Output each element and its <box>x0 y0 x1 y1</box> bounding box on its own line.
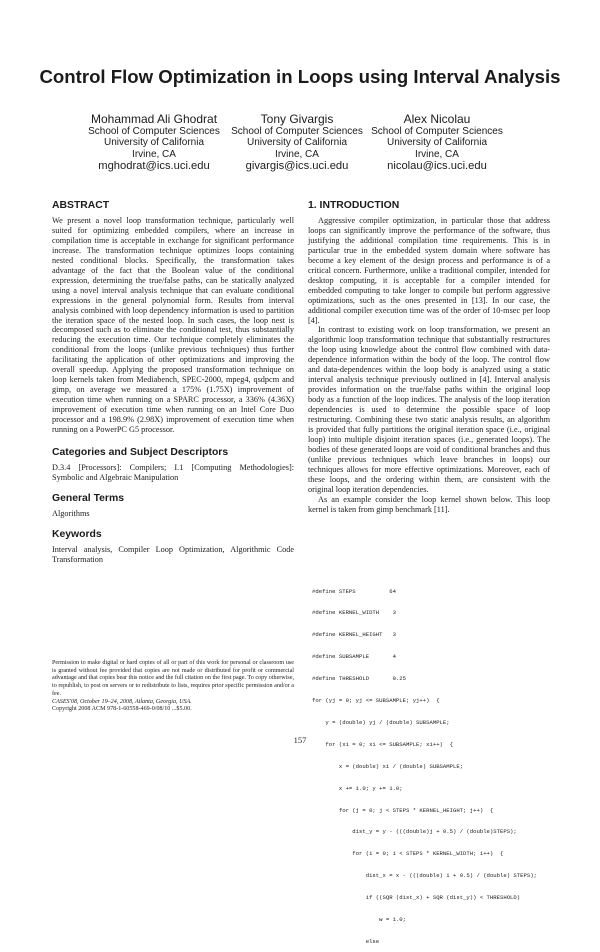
code-line: #define KERNEL_HEIGHT 3 <box>312 631 396 639</box>
author-univ: University of California <box>103 137 205 149</box>
code-line: y = (double) yj / (double) SUBSAMPLE; <box>312 718 450 726</box>
intro-paragraph-1: Aggressive compiler optimization, in particular those that address loops can significantly improve the performance of the software, thus justifying the additional compilation time requirements. This is in particular true in the embedded system domain where software has become a key element of the design process and performance is of a critical concern. Furthermore, unlike a traditional compiler, intended for desktop computing, it is acceptable for a compiler intended for embedded computing to take longer to compile but perform aggressive optimizations, such as the ones presented in [13]. In our case, the additional compiler execution time was of the order of 10-msec per loop [4]. <box>308 216 550 325</box>
left-column <box>52 200 294 565</box>
keywords-heading: Keywords <box>52 528 102 540</box>
author-city: Irvine, CA <box>132 148 176 160</box>
permission-text: Permission to make digital or hard copies of all or part of this work for personal or classroom use is granted without fee provided that copies are not made or distributed for profit or commercial advantage and that copies bear this notice and the full citation on the first page. To copy otherwise, to republish, to post on servers or to redistribute to lists, requires prior specific permission and/or a fee. <box>52 660 294 697</box>
abstract-heading: ABSTRACT <box>52 200 110 211</box>
author-city: Irvine, CA <box>415 148 459 160</box>
venue-text: CASES'08, October 19–24, 2008, Atlanta, Georgia, USA. <box>52 698 192 705</box>
author-dept: School of Computer Sciences <box>231 126 363 137</box>
abstract-text: We present a novel loop transformation technique, particularly well suited for optimizing embedded compilers, where an increase in compilation time is acceptable in exchange for significant performance increase. The transformation technique optimizes loops containing nested conditional blocks. Specifically, the transformation takes advantage of the fact that the Boolean value of the conditional expression, determining the true/false paths, can be statically analyzed using a novel interval analysis technique that can evaluate conditional expressions in the general polynomial form. Results from interval analysis combined with loop dependency information is used to partition the iteration space of the nested loop. In such cases, the loop nest is decomposed such as to eliminate the conditional test, thus substantially reducing the execution time. Our technique completely eliminates the conditional from the loops (unlike previous techniques) thus further facilitating the application of other optimizations and improving the overall speedup. Applying the proposed transformation technique on loop kernels taken from Mediabench, SPEC-2000, mpeg4, qsdpcm and gimp, on average we measured a 175% (1.75X) improvement of execution time when running on a SPARC processor, a 336% (4.36X) improvement of execution time when running on an Intel Core Duo processor and a 198.9% (2.98X) improvement of execution time when running on a PowerPC G5 processor. <box>52 216 294 435</box>
code-line: if ((SQR (dist_x) + SQR (dist_y)) < THRESHOLD) <box>312 894 521 902</box>
code-line: for (i = 0; i < STEPS * KERNEL_WIDTH; i++) { <box>312 850 504 858</box>
general-terms-heading: General Terms <box>52 492 124 504</box>
copyright-text: Copyright 2008 ACM 978-1-60558-469-0/08/10 ...$5.00. <box>52 706 192 713</box>
keywords-text: Interval analysis, Compiler Loop Optimization, Algorithmic Code Transformation <box>52 544 294 564</box>
code-line: #define STEPS 64 <box>312 587 396 595</box>
author-univ: University of California <box>386 137 488 149</box>
general-terms-text: Algorithms <box>52 508 90 518</box>
code-line: for (xi = 0; xi <= SUBSAMPLE; xi++) { <box>312 740 453 748</box>
code-line: #define SUBSAMPLE 4 <box>312 653 396 661</box>
code-line: w = 1.0; <box>312 915 406 923</box>
categories-heading: Categories and Subject Descriptors <box>52 446 229 458</box>
code-line: x += 1.0; y += 1.0; <box>312 784 403 792</box>
code-line: x = (double) xi / (double) SUBSAMPLE; <box>312 762 464 770</box>
code-line: #define KERNEL_WIDTH 3 <box>312 609 396 617</box>
author-dept: School of Computer Sciences <box>88 126 220 137</box>
code-line: dist_y = y - (((double)j + 0.5) / (double)STEPS); <box>312 828 517 836</box>
code-line: for (j = 0; j < STEPS * KERNEL_HEIGHT; j++) { <box>312 806 494 814</box>
code-listing <box>312 573 552 952</box>
code-line: #define THRESHOLD 0.25 <box>312 675 406 683</box>
categories-text: D.3.4 [Processors]: Compilers; I.1 [Computing Methodologies]: Symbolic and Algebraic Manipulation <box>52 462 294 482</box>
author-univ: University of California <box>246 137 348 149</box>
code-line: else <box>312 937 380 945</box>
intro-paragraph-3: As an example consider the loop kernel shown below. This loop kernel is taken from gimp benchmark [11]. <box>308 494 550 514</box>
author-dept: School of Computer Sciences <box>371 126 503 137</box>
author-block-3 <box>342 113 532 172</box>
right-column <box>308 200 550 515</box>
author-name: Mohammad Ali Ghodrat <box>90 112 218 126</box>
paper-title: Control Flow Optimization in Loops using Interval Analysis <box>39 66 561 87</box>
page-number: 157 <box>293 735 307 745</box>
author-email: mghodrat@ics.uci.edu <box>98 159 210 172</box>
author-city: Irvine, CA <box>275 148 319 160</box>
author-name: Alex Nicolau <box>403 112 471 126</box>
author-name: Tony Givargis <box>260 112 334 126</box>
code-line: dist_x = x - (((double) i + 0.5) / (double) STEPS); <box>312 872 537 880</box>
permission-notice <box>52 660 294 714</box>
author-email: nicolau@ics.uci.edu <box>387 159 487 172</box>
intro-heading: 1. INTRODUCTION <box>308 200 400 211</box>
code-line: for (yj = 0; yj <= SUBSAMPLE; yj++) { <box>312 697 440 705</box>
intro-paragraph-2: In contrast to existing work on loop transformation, we present an algorithmic loop transformation technique that substantially restructures the loop using knowledge about the control flow combined with data-dependence information within the body of the loop. The control flow and data-dependences within the loop body is analyzed using a static interval analysis technique previously outlined in [4]. Interval analysis provides information on the true/false paths within the original loop body as a function of the loop indices. The analysis of the loop iteration dependencies is used to determine the possible space of loop restructuring. Combining these two static analysis results, an algorithm is provided that fully partitions the original iteration space (i.e., original loop) into multiple disjoint iteration spaces (i.e., generated loops). The bodies of these generated loops are void of conditional branches and thus (unlike previous techniques which leave branches in loops) our techniques allows for more effective optimizations. Moreover, each of these loops, and the ordering within them, are consistent with the original loop iteration dependencies. <box>308 325 550 494</box>
author-email: givargis@ics.uci.edu <box>245 159 349 172</box>
